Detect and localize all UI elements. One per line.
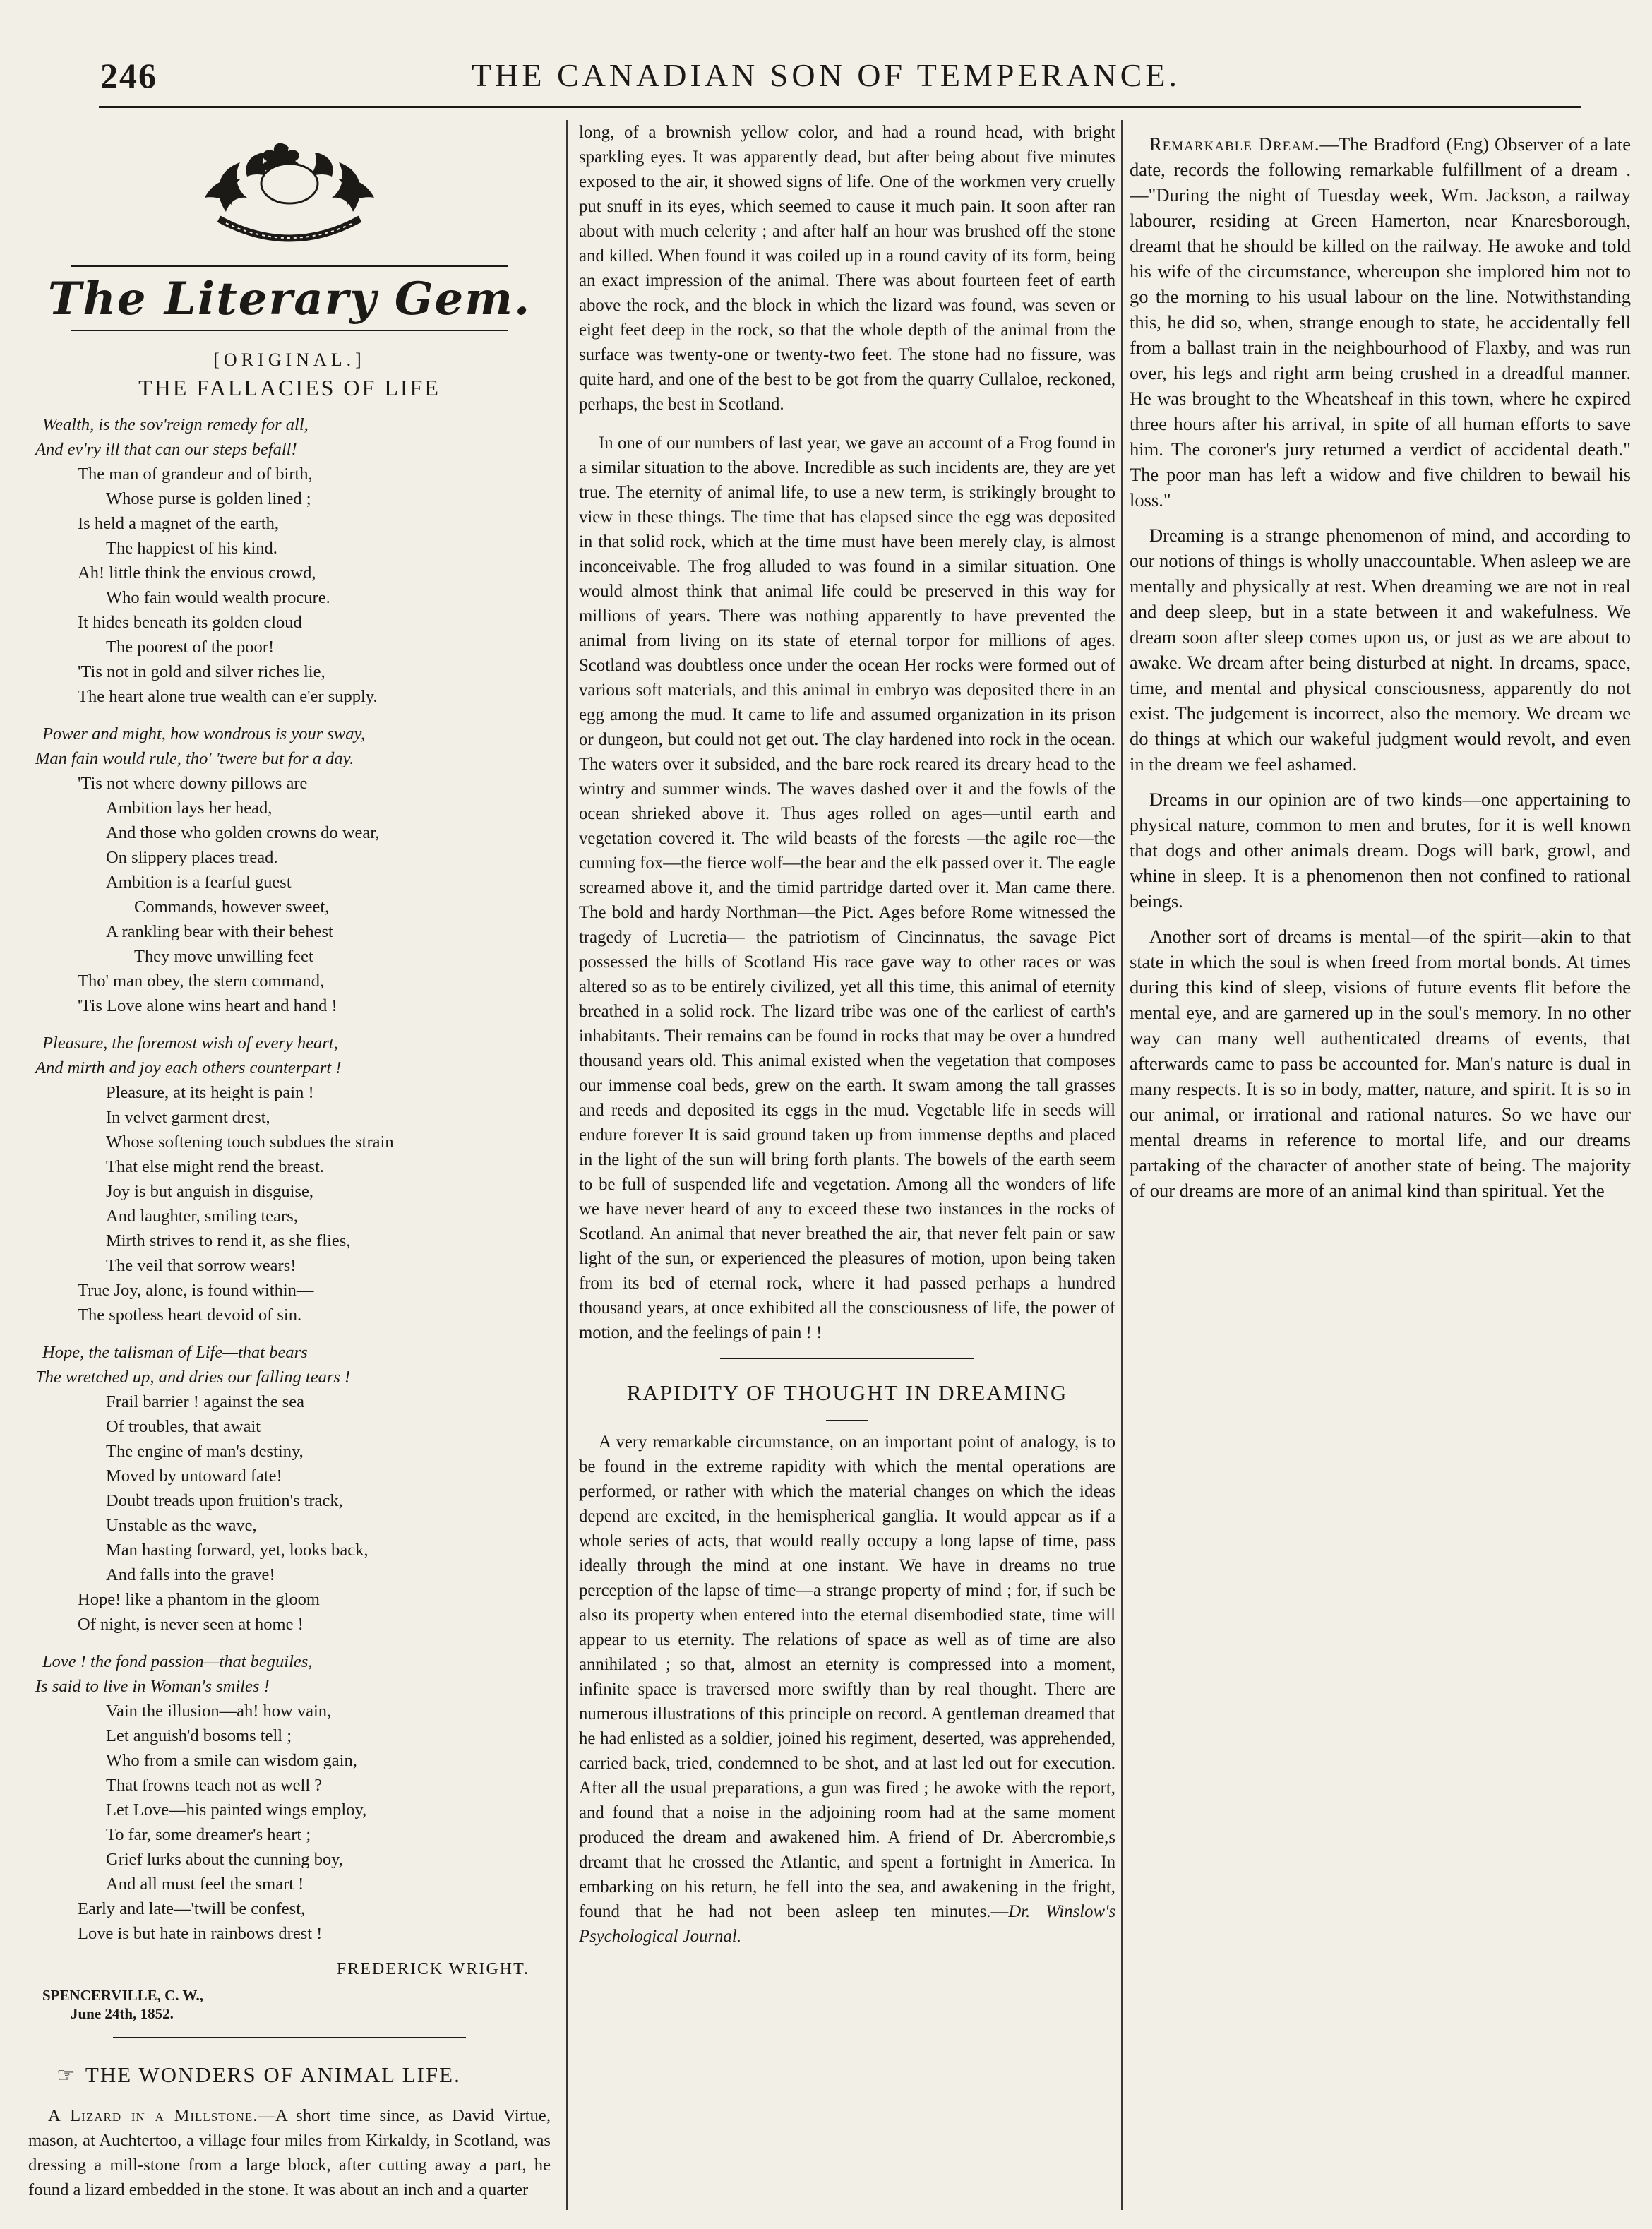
poem-line: And all must feel the smart ! xyxy=(106,1875,304,1894)
poem-stanza xyxy=(28,1649,551,1946)
rapidity-paragraph-1 xyxy=(579,1430,1115,1949)
poem-line: Let anguish'd bosoms tell ; xyxy=(106,1726,292,1745)
poem-line: It hides beneath its golden cloud xyxy=(78,613,302,632)
dreaming-paragraph-3: Dreaming is a strange phenomenon of mind, and according to our notions of things is wholly unaccountable. When asleep we are mentally and physically at rest. When dreaming we are not in real and deep sleep, but in a state between it and wakefulness. We dream soon after sleep comes upon us, or just as we are about to awake. We dream after being disturbed at night. In dreams, space, time, and mental and physical consciousness, apparently do not exist. The judgement is incorrect, also the memory. We dream we do things at which our wakeful judgment would revolt, and even in the dream we feel ashamed. xyxy=(1130,525,1631,775)
poem-line: Who fain would wealth procure. xyxy=(106,588,330,607)
poem-line: In velvet garment drest, xyxy=(106,1108,270,1127)
poem-line: Tho' man obey, the stern command, xyxy=(78,972,325,991)
poem-line: Ambition lays her head, xyxy=(106,799,273,818)
publication-title: THE CANADIAN SON OF TEMPERANCE. xyxy=(472,57,1180,93)
dateline-date: June 24th, 1852. xyxy=(71,2005,174,2022)
poem-line: Who from a smile can wisdom gain, xyxy=(106,1751,357,1770)
poem-line: On slippery places tread. xyxy=(106,848,278,867)
poem-stanza xyxy=(28,1340,551,1637)
poem-line: They move unwilling feet xyxy=(134,947,313,966)
stanza-epigraph-line: Is said to live in Woman's smiles ! xyxy=(35,1677,270,1696)
poem-line: 'Tis not in gold and silver riches lie, xyxy=(78,662,325,681)
poem-line: Grief lurks about the cunning boy, xyxy=(106,1850,343,1869)
header-rule xyxy=(99,106,1581,114)
poem-line: The man of grandeur and of birth, xyxy=(78,465,313,484)
poem-line: Of night, is never seen at home ! xyxy=(78,1615,304,1634)
poem-line: And those who golden crowns do wear, xyxy=(106,823,380,842)
poem-line: Vain the illusion—ah! how vain, xyxy=(106,1702,332,1721)
poem-line: Doubt treads upon fruition's track, xyxy=(106,1491,343,1510)
page-header xyxy=(0,0,1652,106)
poem-line: Joy is but anguish in disguise, xyxy=(106,1182,314,1201)
poem-line: Love is but hate in rainbows drest ! xyxy=(78,1924,323,1943)
poem-line: 'Tis Love alone wins heart and hand ! xyxy=(78,996,337,1015)
poem-line: True Joy, alone, is found within— xyxy=(78,1281,314,1300)
poem-line: Let Love—his painted wings employ, xyxy=(106,1800,367,1819)
poem-line: Pleasure, at its height is pain ! xyxy=(106,1083,314,1102)
rapidity-rule xyxy=(826,1420,868,1421)
psychological-journal-source: Dr. Winslow's Psychological Journal. xyxy=(579,1902,1115,1946)
dreaming-paragraph-4: Dreams in our opinion are of two kinds—one appertaining to physical nature, common to men and brutes, for it is well known that dogs and other animals dream. Dogs will bark, growl, and whine in sleep. It is a phenomenon then not confined to rational beings. xyxy=(1130,789,1631,912)
poem-line: The happiest of his kind. xyxy=(106,539,277,558)
poem-line: And falls into the grave! xyxy=(106,1565,275,1584)
remarkable-dream-paragraph xyxy=(1130,131,1631,513)
column-middle xyxy=(579,120,1115,2210)
poem-line: And laughter, smiling tears, xyxy=(106,1207,298,1226)
lizard-continuation: long, of a brownish yellow color, and had a round head, with bright sparkling eyes. It was apparently dead, but after being about five minutes exposed to the air, it showed signs of life. One of the workmen very cruelly put snuff in its eyes, which seemed to cause it much pain. It soon after ran about with much celerity ; and after half an hour was brushed off the stone and killed. When found it was coiled up in a round cavity of its form, being an exact impression of the animal. There was about fourteen feet of earth above the rock, and the block in which the lizard was found, was seven or eight feet deep in the rock, so that the whole depth of the animal from the surface was twenty-one or twenty-two feet. The stone had no fissure, was quite hard, and one of the best to be got from the quarry Cullaloe, reckoned, perhaps, the best in Scotland. xyxy=(579,123,1115,414)
original-tag: [ORIGINAL.] xyxy=(213,349,366,370)
poem-stanza xyxy=(28,412,551,709)
wonders-heading xyxy=(56,2062,551,2088)
poem-line: The poorest of the poor! xyxy=(106,638,275,657)
poem-line: Ambition is a fearful guest xyxy=(106,873,292,892)
stanza-epigraph-line: And ev'ry ill that can our steps befall! xyxy=(35,440,297,459)
page-number: 246 xyxy=(100,56,157,95)
stanza-epigraph-line: The wretched up, and dries our falling tears ! xyxy=(35,1368,351,1387)
poem-line: Moved by untoward fate! xyxy=(106,1466,282,1486)
dateline-place: SPENCERVILLE, C. W., xyxy=(42,1987,203,2004)
poem-title: THE FALLACIES OF LIFE xyxy=(138,375,441,400)
column-left xyxy=(28,120,551,2210)
poem-line: Frail barrier ! against the sea xyxy=(106,1392,304,1411)
poem-line: Is held a magnet of the earth, xyxy=(78,514,280,533)
stanza-epigraph-line: Man fain would rule, tho' 'twere but for a day. xyxy=(35,749,354,768)
wonders-paragraph-2: In one of our numbers of last year, we gave an account of a Frog found in a similar situation to the above. Incredible as such incidents are, they are yet true. The eternity of animal life, to use a new term, is strikingly brought to view in these things. The time that has elapsed since the egg was deposited in that solid rock, which at the time must have been merely clay, is almost inconceivable. The frog alluded to was found in a similar situation. One would almost think that animal life could be preserved in this way for millions of years. There was nothing apparently to have prevented the animal from living on its state of eternal torpor for millions of ages. Scotland was doubtless once under the ocean Her rocks were formed out of various soft materials, and this animal in embryo was deposited there in an egg among the mud. It came to life and assumed organization in its prison or dungeon, but could not get out. The clay hardened into rock in the ocean. The waters over it subsided, and the bare rock reared its dreary head to the wintry and summer winds. The waves dashed over it and the fowls of the ocean shrieked above it. Thus ages rolled on ages—until earth and vegetation covered it. The wild beasts of the forests —the agile roe—the cunning fox—the fierce wolf—the bear and the elk passed over it. The eagle screamed above it, and the timid partridge darted over it. Man came there. The bold and hardy Northman—the Pict. Ages before Rome witnessed the tragedy of Lucretia— the patriotism of Cincinnatus, the savage Pict possessed the hills of Scotland His race gave way to other races or was altered so as to be entirely civilized, yet all this time, this animal of eternity breathed in a solid rock. The lizard tribe was one of the earliest of earth's inhabitants. Their remains can be found in rocks that may be over a hundred thousand years old. This animal existed when the vegetation that composes our immense coal beds, grew on the earth. It swam among the tall grasses and reeds and deposited its eggs in the mud. Vegetable life in seeds will endure forever It is said ground taken up from immense depths and placed in the light of the sun will bring forth plants. The bowels of the earth seem to be full of suspended life and vegetation. Among all the wonders of life we have never heard of any to exceed these two instances in the rocks of Scotland. An animal that never breathed the air, that never felt pain or saw light of the sun, or experienced the pleasures of motion, upon being taken from its bed of eternal rock, where it had passed perhaps a hundred thousand years, at once exhibited all the consciousness of life, the power of motion, and the feelings of pain ! ! xyxy=(579,434,1115,1342)
stanza-epigraph-line: And mirth and joy each others counterpart ! xyxy=(35,1058,342,1077)
poem-line: The veil that sorrow wears! xyxy=(106,1256,297,1275)
poem-line: Whose purse is golden lined ; xyxy=(106,489,311,508)
poem-end-rule xyxy=(113,2037,466,2038)
poem-line: 'Tis not where downy pillows are xyxy=(78,774,308,793)
stanza-epigraph-line: Wealth, is the sov'reign remedy for all, xyxy=(42,415,309,434)
poem-line: To far, some dreamer's heart ; xyxy=(106,1825,311,1844)
column-divider-2 xyxy=(1121,120,1123,2210)
poem-line: The spotless heart devoid of sin. xyxy=(78,1305,302,1325)
dreaming-paragraph-5: Another sort of dreams is mental—of the spirit—akin to that state in which the soul is when freed from mortal bonds. At times during this kind of sleep, visions of future events flit before the mental eye, and are garnered up in the soul's memory. In no other way can many well authenticated dreams of events, that afterwards came to pass be accounted for. Man's nature is dual in many respects. It is so in body, matter, nature, and spirit. It is so in our animal, or irrational and rational natures. So we have our mental dreams in reference to mortal life, and our dreams partaking of the character of another state of being. The majority of our dreams are more of an animal kind than spiritual. Yet the xyxy=(1130,926,1631,1201)
poem-line: Man hasting forward, yet, looks back, xyxy=(106,1541,369,1560)
column-right xyxy=(1130,120,1631,2210)
poem-stanza xyxy=(28,722,551,1018)
poem-author: FREDERICK WRIGHT. xyxy=(336,1960,529,1978)
dreaming-article xyxy=(1130,131,1631,1203)
poem-line: The heart alone true wealth can e'er supply. xyxy=(78,687,378,706)
column-divider-1 xyxy=(566,120,568,2210)
stanza-epigraph-line: Love ! the fond passion—that beguiles, xyxy=(42,1652,313,1671)
poem-line: That frowns teach not as well ? xyxy=(106,1776,323,1795)
wonders-lead-article xyxy=(28,2103,551,2202)
poem-line: Ah! little think the envious crowd, xyxy=(78,563,316,582)
poem-body xyxy=(28,412,551,1946)
stanza-epigraph-line: Hope, the talisman of Life—that bears xyxy=(42,1343,308,1362)
literary-gem-heading: The Literary Gem. xyxy=(47,273,532,325)
wonders-continued xyxy=(579,120,1115,1345)
ornament-rule xyxy=(71,265,508,267)
rapidity-article xyxy=(579,1430,1115,1949)
article-end-rule xyxy=(720,1358,974,1359)
poem-line: Of troubles, that await xyxy=(106,1417,261,1436)
poem-line: Whose softening touch subdues the strain xyxy=(106,1133,394,1152)
heading-rule xyxy=(71,330,508,331)
remarkable-dream-text: —The Bradford (Eng) Observer of a late date, records the following remarkable fulfillment of a dream .—"During the night of Tuesday week, Wm. Jackson, a railway labourer, residing at Green Hamerton, near Knaresborough, dreamt that he should be killed on the railway. He awoke and told his wife of the circumstance, whereupon she implored him not to go the morning to his usual labour on the line. Notwithstanding this, he did so, when, strange enough to state, he accidentally fell from a ballast train in the neighbourhood of Flaxby, and was run over, his legs and right arm being crushed in a dreadful manner. He was brought to the Wheatsheaf in this town, where he expired three hours after his arrival, in spite of all human efforts to save him. The coroner's jury returned a verdict of accidental death." The poor man has left a widow and five children to bewail his loss." xyxy=(1130,133,1631,510)
rapidity-paragraph-1-text: A very remarkable circumstance, on an important point of analogy, is to be found in the extreme rapidity with which the mental operations are performed, or rather with which the material changes on which the ideas depend are excited, in the hemispherical ganglia. It would appear as if a whole series of acts, that would really occupy a long lapse of time, pass ideally through the mind at one instant. We have in dreams no true perception of the lapse of time—a strange property of mind ; for, if such be also its property when entered into the eternal disembodied state, time will appear to us eternity. The relations of space as well as of time are also annihilated ; so that, almost an eternity is compressed into a moment, infinite space is traversed more swiftly than by real thought. There are numerous illustrations of this principle on record. A gentleman dreamed that he had enlisted as a soldier, joined his regiment, deserted, was apprehended, carried back, tried, condemned to be shot, and at last led out for execution. After all the usual preparations, a gun was fired ; he awoke with the report, and found that a noise in the adjoining room had at the same moment produced the dream and awakened him. A friend of Dr. Abercrombie,s dreamt that he crossed the Atlantic, and spent a fortnight in America. In embarking on his return, he fell into the sea, and awakening in the fright, found that he had not been asleep ten minutes.— xyxy=(579,1433,1115,1921)
poem-line: Unstable as the wave, xyxy=(106,1516,257,1535)
lizard-lead-text: —A short time since, as David Virtue, mason, at Auchtertoo, a village four miles from Kirkaldy, in Scotland, was dressing a mill-stone from a large block, after cutting away a part, he found a lizard embedded in the stone. It was about an inch and a quarter xyxy=(28,2106,551,2199)
poem-dateline xyxy=(42,1986,551,2023)
pointing-hand-icon: ☞ xyxy=(56,2064,77,2087)
rapidity-heading: RAPIDITY OF THOUGHT IN DREAMING xyxy=(626,1380,1068,1405)
poem-line: Mirth strives to rend it, as she flies, xyxy=(106,1231,351,1250)
poem-line: Hope! like a phantom in the gloom xyxy=(78,1590,320,1609)
wonders-title: THE WONDERS OF ANIMAL LIFE. xyxy=(85,2062,461,2087)
poem-line: A rankling bear with their behest xyxy=(106,922,333,941)
poem-stanza xyxy=(28,1031,551,1327)
poem-line: Commands, however sweet, xyxy=(134,897,330,916)
wreath-ornament-icon xyxy=(176,134,402,254)
stanza-epigraph-line: Pleasure, the foremost wish of every heart, xyxy=(42,1034,338,1053)
remarkable-dream-caps: Remarkable Dream. xyxy=(1149,133,1320,155)
poem-line: The engine of man's destiny, xyxy=(106,1442,304,1461)
poem-line: That else might rend the breast. xyxy=(106,1157,324,1176)
stanza-epigraph-line: Power and might, how wondrous is your sway, xyxy=(42,724,366,743)
lizard-lead-caps: A Lizard in a Millstone. xyxy=(48,2106,258,2125)
poem-line: Early and late—'twill be confest, xyxy=(78,1899,306,1918)
